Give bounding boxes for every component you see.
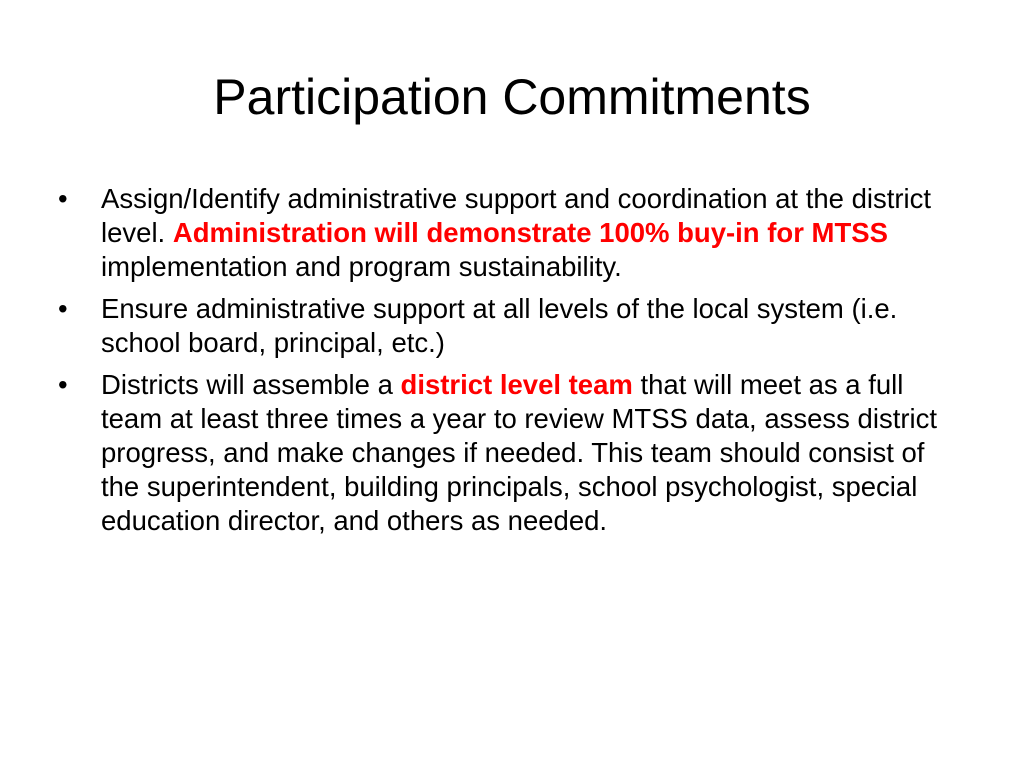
bullet-highlight: Administration will demonstrate 100% buy-in for MTSS — [172, 217, 888, 248]
bullet-icon: • — [58, 293, 68, 324]
bullet-item-admin-support — [58, 182, 963, 284]
bullet-text: implementation and program sustainability. — [101, 251, 622, 282]
bullet-text: Assign/Identify administrative support and coordination at the district level. — [101, 183, 932, 248]
slide-title: Participation Commitments — [213, 69, 811, 125]
bullet-list — [58, 182, 963, 546]
bullet-text: Districts will assemble a — [101, 369, 401, 400]
bullet-item-all-levels — [58, 292, 963, 360]
bullet-text: that will meet as a full team at least three times a year to review MTSS data, assess district progress, and make changes if needed. This team should consist of the superintendent, building principals, school psychologist, special education director, and others as needed. — [101, 369, 938, 536]
bullet-item-district-team — [58, 368, 963, 538]
bullet-icon: • — [58, 183, 68, 214]
bullet-highlight: district level team — [400, 369, 633, 400]
bullet-icon: • — [58, 369, 68, 400]
bullet-text: Ensure administrative support at all levels of the local system (i.e. school board, principal, etc.) — [101, 293, 898, 358]
